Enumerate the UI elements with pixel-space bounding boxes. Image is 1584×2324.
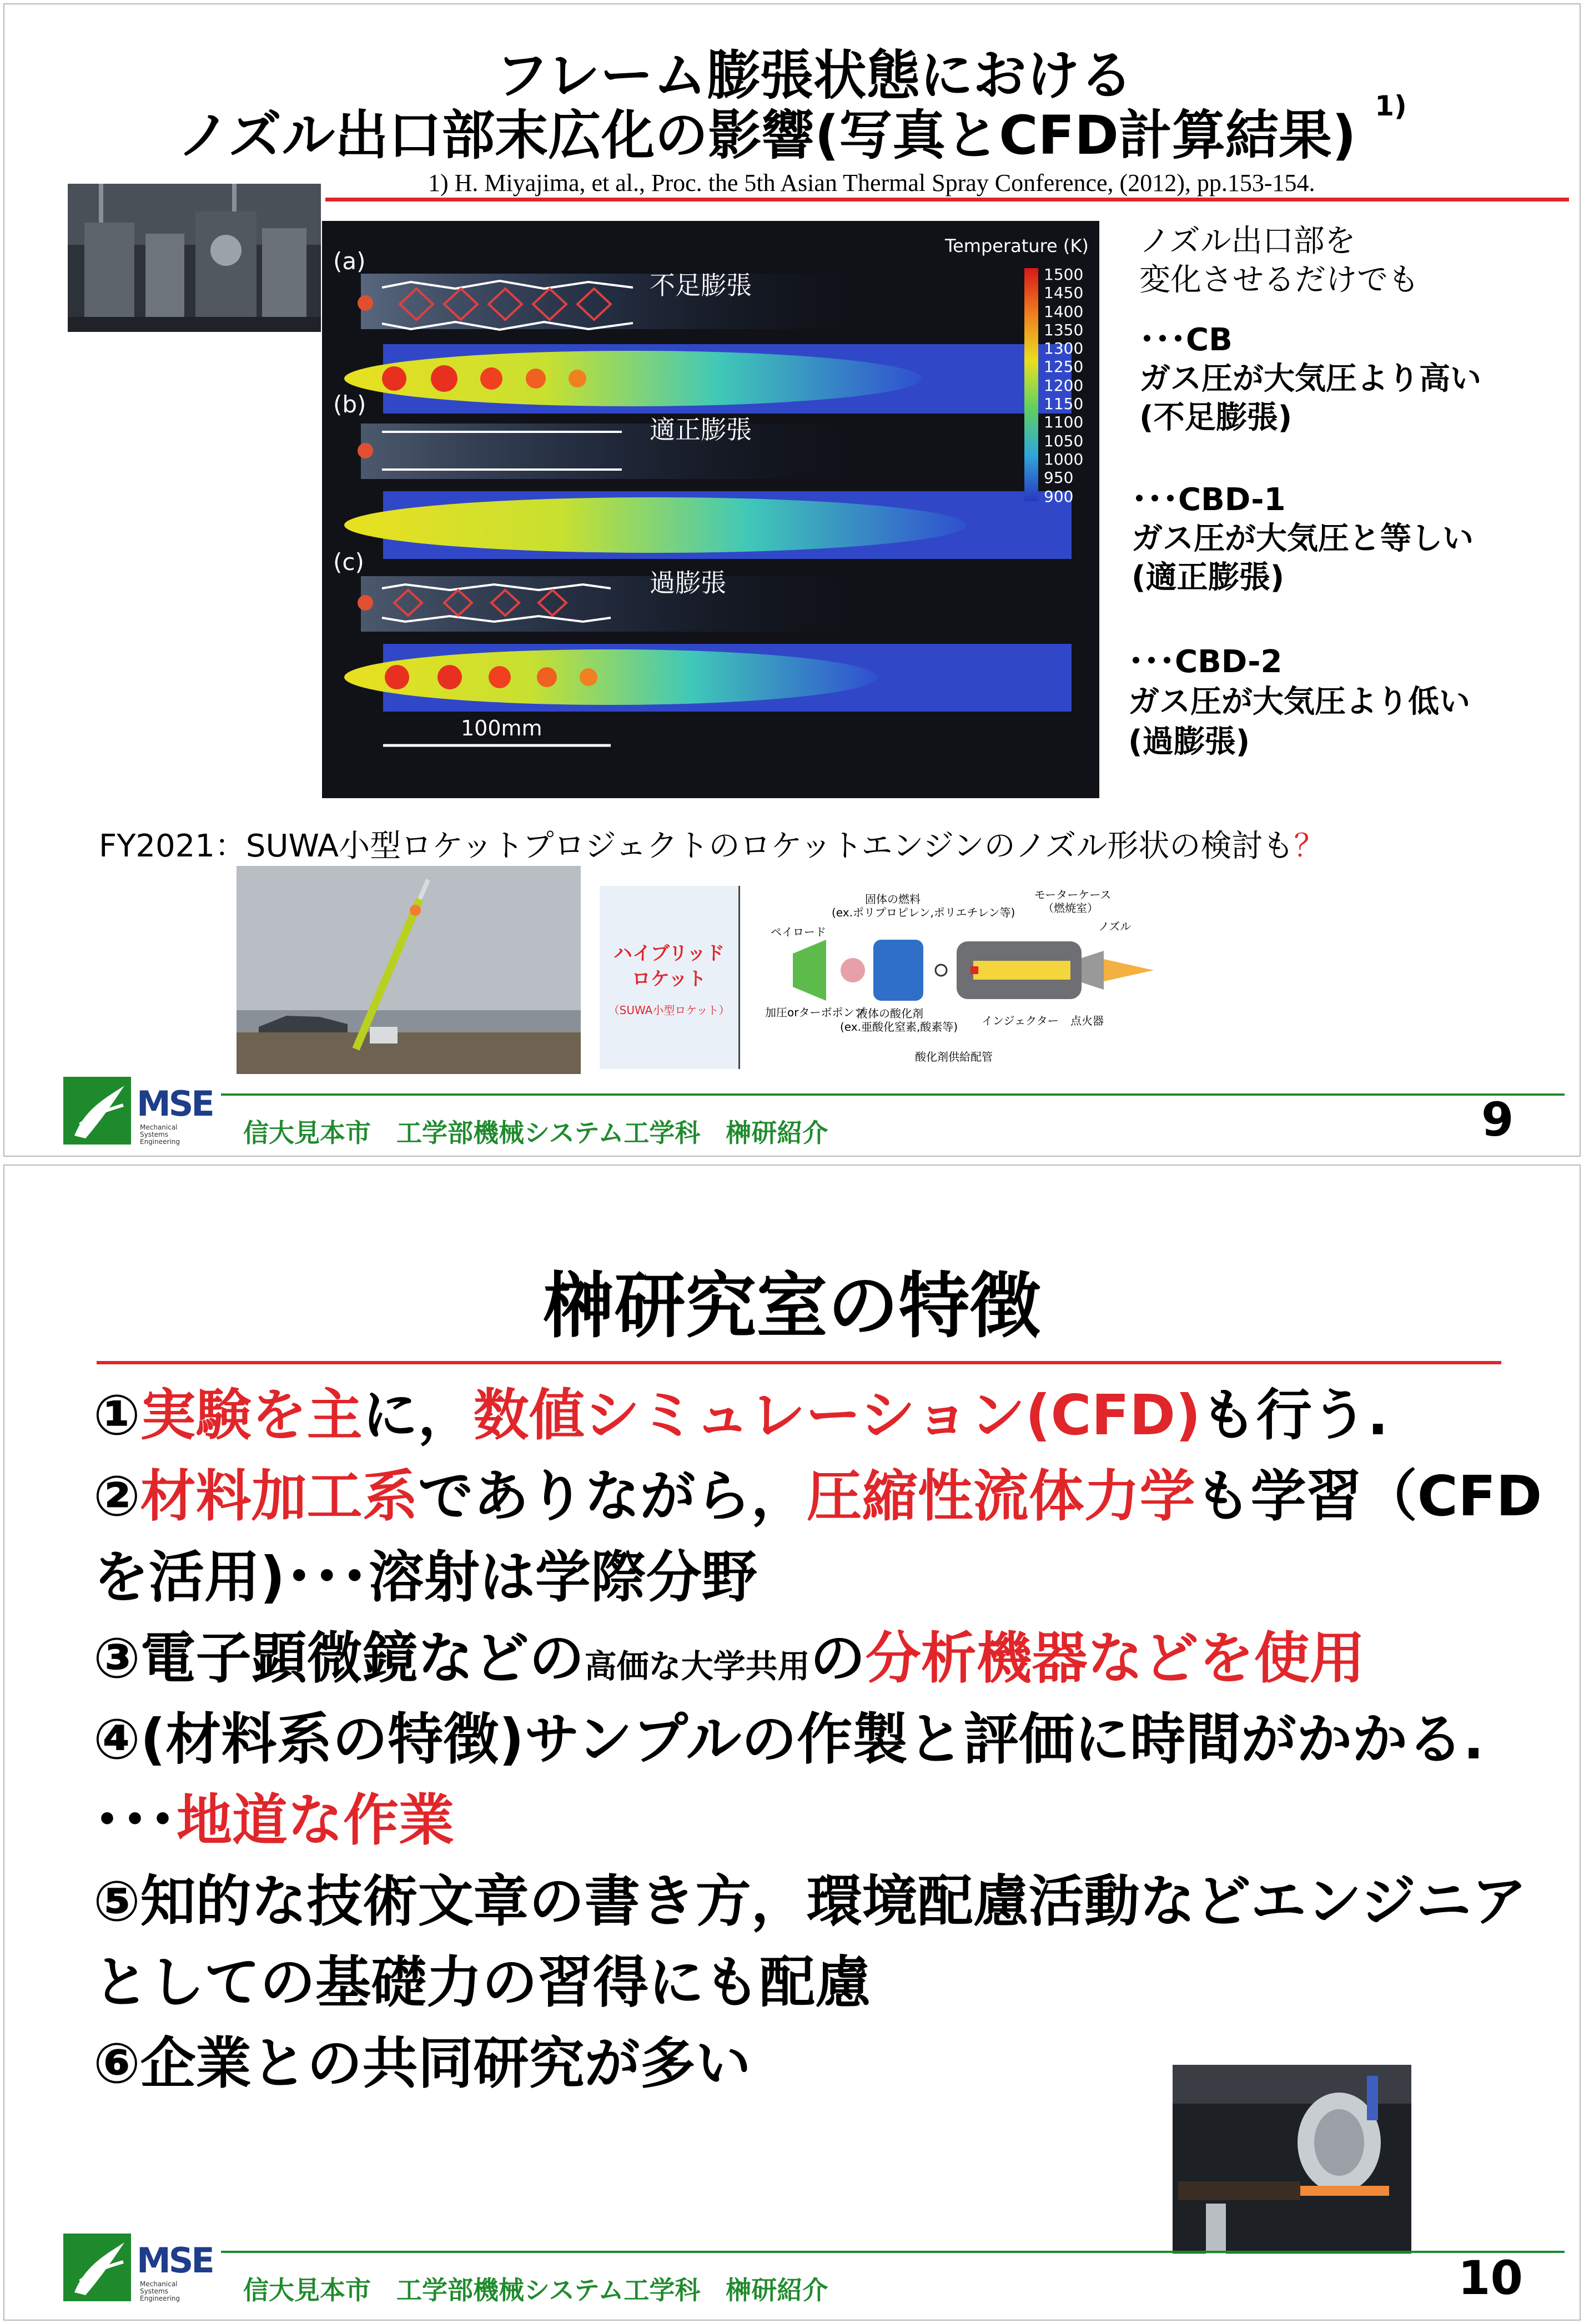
nozzle-c [358,595,373,611]
bullet-1-red1: 実験を主 [140,1383,363,1448]
note-cbd2-line2: (過膨張) [1128,724,1250,760]
slide9-title-line2 [4,90,1580,169]
colorbar-tick: 1050 [1044,431,1084,450]
bullet-4: ④(材料系の特徴)サンプルの作製と評価に時間がかかる. [93,1707,1485,1772]
hybrid-rocket-caption: （SUWA小型ロケット） [608,1004,730,1017]
diagram-injector: インジェクター [982,1014,1059,1027]
flame-cfd-figure [322,221,1099,798]
diagram-solid-fuel-ex: (ex.ポリプロピレン,ポリエチレン等) [832,906,1015,919]
bullet-1-num: ① [93,1383,140,1448]
diagram-motor-case: モーターケース [1034,888,1112,901]
slide9-title-sup: 1) [1375,90,1407,122]
bullet-2-red1: 材料加工系 [140,1464,418,1529]
footer-line-10 [221,2251,1565,2253]
bullet-1 [93,1382,1389,1449]
slide10-title: 榊研究室の特徴 [543,1265,1041,1348]
colorbar-tick: 1250 [1044,357,1084,376]
bullet-3-b: の [809,1626,866,1691]
panel-label-c: (c) [333,548,364,576]
bullet-5: ⑤知的な技術文章の書き方，環境配慮活動などエンジニア [93,1869,1527,1934]
hybrid-rocket-line1: ハイブリッド [613,942,725,965]
hybrid-rocket-line2: ロケット [631,968,707,990]
footer-text-10: 信大見本市 工学部機械システム工学科 榊研紹介 [243,2275,828,2305]
bullet-3-red: 分析機器などを使用 [865,1626,1365,1691]
slide9-title-rule [325,198,1569,201]
footer-logo [63,1075,219,1147]
diagram-solid-fuel: 固体の燃料 [865,893,921,906]
flame-photo-a [361,274,861,329]
colorbar-tick: 1450 [1044,284,1084,303]
note-cbd2-line1: ガス圧が大気圧より低い [1128,684,1470,720]
note-cb-line2: (不足膨張) [1139,400,1293,436]
logo-sub3-10: Engineering [140,2295,180,2302]
colorbar-tick: 950 [1044,468,1074,487]
colorbar-title: Temperature (K) [945,235,1089,256]
nozzle-a [358,295,373,311]
panel-label-a: (a) [333,248,366,275]
panel-label-b: (b) [333,391,366,418]
colorbar-tick: 1350 [1044,320,1084,339]
colorbar-tick: 1150 [1044,395,1084,414]
flame-cfd-panel [322,221,1099,798]
colorbar-ticks [1044,265,1094,506]
flame-photo-c [361,576,861,632]
scale-label: 100mm [461,716,542,740]
bullet-3 [93,1625,1365,1700]
slide9-title-text: ノズル出口部末広化の影響(写真とCFD計算結果) [177,104,1356,167]
logo-sub1-10: Mechanical [140,2280,178,2288]
note-cbd1-label: ･･･CBD-1 [1132,482,1286,518]
bullet-1-b: に， [362,1383,474,1448]
rocket-launch-illustration [237,866,581,1074]
bullet-2-c: も学習（CFD [1195,1464,1542,1529]
note-cbd1-line2: (適正膨張) [1132,559,1285,596]
slide10-title-rule [97,1361,1501,1364]
footer-text: 信大見本市 工学部機械システム工学科 榊研紹介 [243,1118,828,1148]
nozzle-b [358,443,373,458]
bullet-2-cont: を活用)･･･溶射は学際分野 [93,1545,757,1610]
note-intro-1: ノズル出口部を [1139,223,1356,259]
colorbar-tick: 1200 [1044,376,1084,395]
bullet-2-red2: 圧縮性流体力学 [806,1464,1195,1529]
diagram-liquid-ox: 液体の酸化剤 [857,1007,923,1020]
note-cb-line1: ガス圧が大気圧より高い [1139,361,1481,397]
page-number-10: 10 [1458,2251,1523,2305]
bullet-6: ⑥企業との共同研究が多い [93,2031,751,2096]
logo-text-10: MSE [137,2240,213,2281]
logo-text: MSE [137,1083,213,1124]
bullet-4-red: 地道な作業 [177,1788,454,1853]
panel-name-a: 不足膨張 [650,270,752,300]
colorbar-tick: 1400 [1044,302,1084,321]
note-cbd2-label: ･･･CBD-2 [1128,644,1283,680]
note-cbd1-line1: ガス圧が大気圧と等しい [1132,521,1474,557]
diagram-nozzle: ノズル [1098,920,1132,933]
spray-gun-illustration [1173,2065,1411,2254]
slide-9 [3,3,1581,1157]
bullet-2-num: ② [93,1464,140,1529]
footer-logo-10 [63,2231,219,2303]
bullet-1-c: も行う. [1200,1383,1389,1448]
note-cb-label: ･･･CB [1139,322,1233,358]
colorbar-tick: 1500 [1044,265,1084,284]
bullet-2 [93,1463,1542,1530]
fy2021-main: FY2021：SUWA小型ロケットプロジェクトのロケットエンジンのノズル形状の検討も [99,828,1294,864]
diagram-motor-case-sub: （燃焼室） [1043,901,1098,915]
bullet-5-cont: としての基礎力の習得にも配慮 [93,1950,871,2015]
slide-10 [3,1164,1581,2321]
reference-text: 1) H. Miyajima, et al., Proc. the 5th Asian Thermal Spray Conference, (2012), pp.153-154. [428,169,1315,196]
diagram-pump: 加圧orターボポンプ [765,1006,866,1019]
logo-sub3: Engineering [140,1138,180,1146]
colorbar-tick: 1300 [1044,339,1084,358]
page-number: 9 [1481,1092,1514,1147]
panel-name-c: 過膨張 [650,568,726,598]
slide9-title-line1: フレーム膨張状態における [495,44,1133,107]
bullet-3-small: 高価な大学共用 [584,1647,810,1685]
logo-sub1: Mechanical [140,1123,178,1131]
diagram-igniter: 点火器 [1070,1014,1104,1027]
hybrid-rocket-card [600,886,740,1069]
bullet-3-a: ③電子顕微鏡などの [93,1626,585,1691]
spray-gun-photo [1173,2065,1411,2254]
diagram-liquid-ox-ex: (ex.亜酸化窒素,酸素等) [840,1020,958,1034]
colorbar-tick: 1100 [1044,413,1084,432]
bullet-1-red2: 数値シミュレーション(CFD) [473,1383,1201,1448]
lab-equipment-photo [68,184,321,332]
logo-sub2-10: Systems [140,2287,168,2295]
panel-name-b: 適正膨張 [650,415,752,445]
logo-sub2: Systems [140,1131,168,1138]
lab-equipment-illustration [68,184,321,332]
hybrid-rocket-diagram [754,881,1170,1076]
bullet-4-cont [93,1787,454,1854]
fy2021-question: ？ [1294,828,1325,864]
footer-line [221,1093,1565,1096]
colorbar-tick: 900 [1044,487,1074,506]
diagram-payload: ペイロード [771,925,826,939]
note-intro-2: 変化させるだけでも [1139,262,1419,298]
bullet-2-b: でありながら， [418,1464,807,1529]
rocket-launch-photo [237,866,581,1074]
fy2021-text [99,821,1325,866]
temperature-colorbar [1024,268,1038,501]
bullet-4-dots: ･･･ [93,1788,177,1853]
colorbar-tick: 1000 [1044,450,1084,468]
diagram-ox-pipe: 酸化剤供給配管 [915,1050,993,1063]
